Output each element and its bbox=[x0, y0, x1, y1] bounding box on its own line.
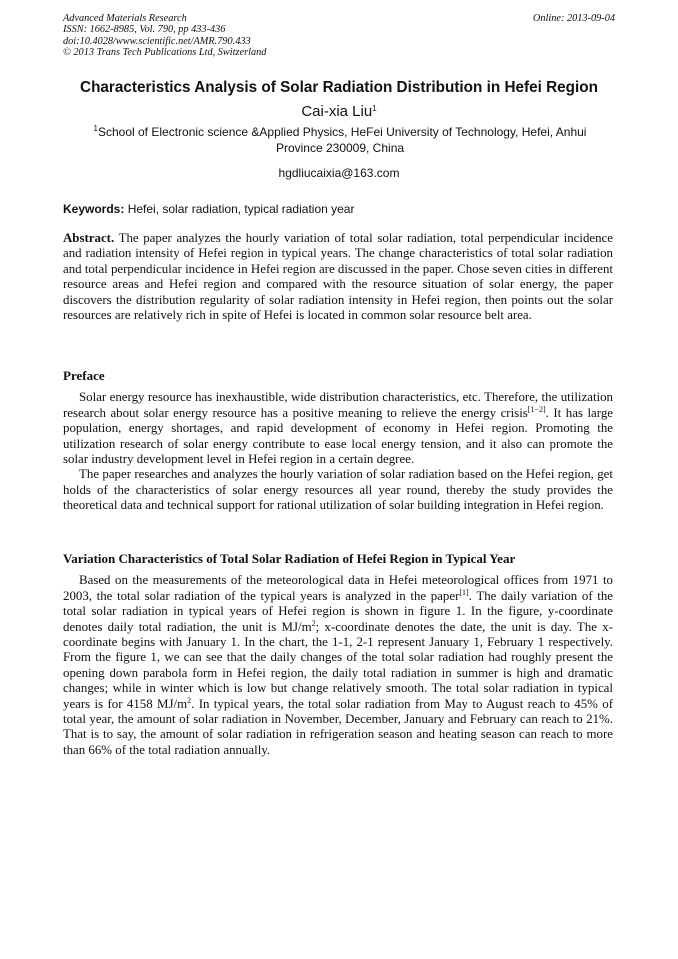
preface-heading: Preface bbox=[63, 368, 105, 383]
section-paragraph bbox=[63, 573, 613, 758]
author-sup: 1 bbox=[372, 104, 377, 113]
keywords-label: Keywords: bbox=[63, 202, 125, 216]
text: Solar energy resource has inexhaustible, wide distribution characteristics, etc. Therefore, the utilization research about solar energy resource has a positive meaning to relieve the energy crisis bbox=[63, 390, 613, 420]
superscript: 2 bbox=[187, 695, 192, 705]
text: . It has large population, energy shortages, and rapid development of economy in Hefei region. Promoting the utilization research of solar energy contribute to ease local energy tension, and it also can promote the solar industry development level in Hefei region in a certain degree. bbox=[63, 405, 613, 467]
affiliation bbox=[70, 125, 610, 156]
text: Based on the measurements of the meteorological data in Hefei meteorological offices from 1971 to 2003, the total solar radiation of the typical years is analyzed in the paper bbox=[63, 573, 613, 603]
journal-header bbox=[63, 13, 266, 58]
email: hgdliucaixia@163.com bbox=[278, 166, 400, 180]
keywords bbox=[63, 202, 354, 217]
abstract-label: Abstract. bbox=[63, 231, 115, 245]
issn: ISSN: 1662-8985, Vol. 790, pp 433-436 bbox=[63, 24, 226, 36]
abstract-text: The paper analyzes the hourly variation of total solar radiation, total perpendicular incidence and radiation intensity of Hefei region in typical years. The change characteristics of total solar radiation and total perpendicular incidence in Hefei region are discussed in the paper. Chose seven cities in different resource areas and Hefei region and compared with the resource situation of solar energy, the paper discovers the distribution regularity of solar radiation intensity in Hefei region, then points out the solar resources are relatively rich in spite of Hefei is located in common solar resource belt area. bbox=[63, 231, 613, 323]
text: . In typical years, the total solar radiation from May to August reach to 45% of total year, the amount of solar radiation in November, December, January and February can reach to 21%. That is to say, the amount of solar radiation in refrigeration season and heating season can reach to more than 66% of the total radiation annually. bbox=[63, 696, 613, 757]
online-date: Online: 2013-09-04 bbox=[532, 13, 615, 24]
author bbox=[0, 103, 678, 121]
journal-name: Advanced Materials Research bbox=[63, 13, 187, 24]
doi: doi:10.4028/www.scientific.net/AMR.790.433 bbox=[63, 35, 251, 47]
citation: [1] bbox=[459, 587, 469, 597]
abstract bbox=[63, 231, 613, 323]
keywords-text: Hefei, solar radiation, typical radiation year bbox=[124, 202, 355, 216]
citation: [1−2] bbox=[527, 404, 546, 414]
affil-sup: 1 bbox=[93, 124, 98, 133]
preface-section bbox=[63, 368, 613, 514]
superscript: 2 bbox=[311, 618, 316, 628]
paper-title: Characteristics Analysis of Solar Radiation Distribution in Hefei Region bbox=[80, 79, 598, 96]
section-variation bbox=[63, 551, 613, 758]
preface-paragraph-2: The paper researches and analyzes the hourly variation of solar radiation based on the Hefei region, get holds of the characteristics of solar energy resources all year round, thereby the study provides the theoretical data and technical support for rational utilization of solar building integration in Hefei region. bbox=[63, 467, 613, 513]
text: ; x-coordinate denotes the date, the unit is day. The x-coordinate begins with January 1. In the chart, the 1-1, 2-1 represent January 1, February 1 respectively. From the figure 1, we can see that the daily changes of the total solar radiation had roughly present the opening down parabola form in Hefei region, the daily total radiation in summer is high and dramatic changes; while in winter which is low but change relatively smooth. The total solar radiation in typical years is for 4158 MJ/m bbox=[63, 619, 613, 711]
text: . The daily variation of the total solar radiation in typical years of Hefei region is shown in figure 1. In the figure, y-coordinate denotes daily total radiation, the unit is MJ/m bbox=[63, 588, 613, 634]
affil-line2: Province 230009, China bbox=[275, 140, 405, 155]
section-heading: Variation Characteristics of Total Solar Radiation of Hefei Region in Typical Year bbox=[63, 551, 516, 566]
preface-paragraph-1 bbox=[63, 390, 613, 467]
affil-line1: School of Electronic science &Applied Physics, HeFei University of Technology, Hefei, Anhui bbox=[97, 125, 587, 139]
author-name: Cai-xia Liu bbox=[301, 103, 373, 120]
copyright: © 2013 Trans Tech Publications Ltd, Switzerland bbox=[63, 46, 267, 58]
